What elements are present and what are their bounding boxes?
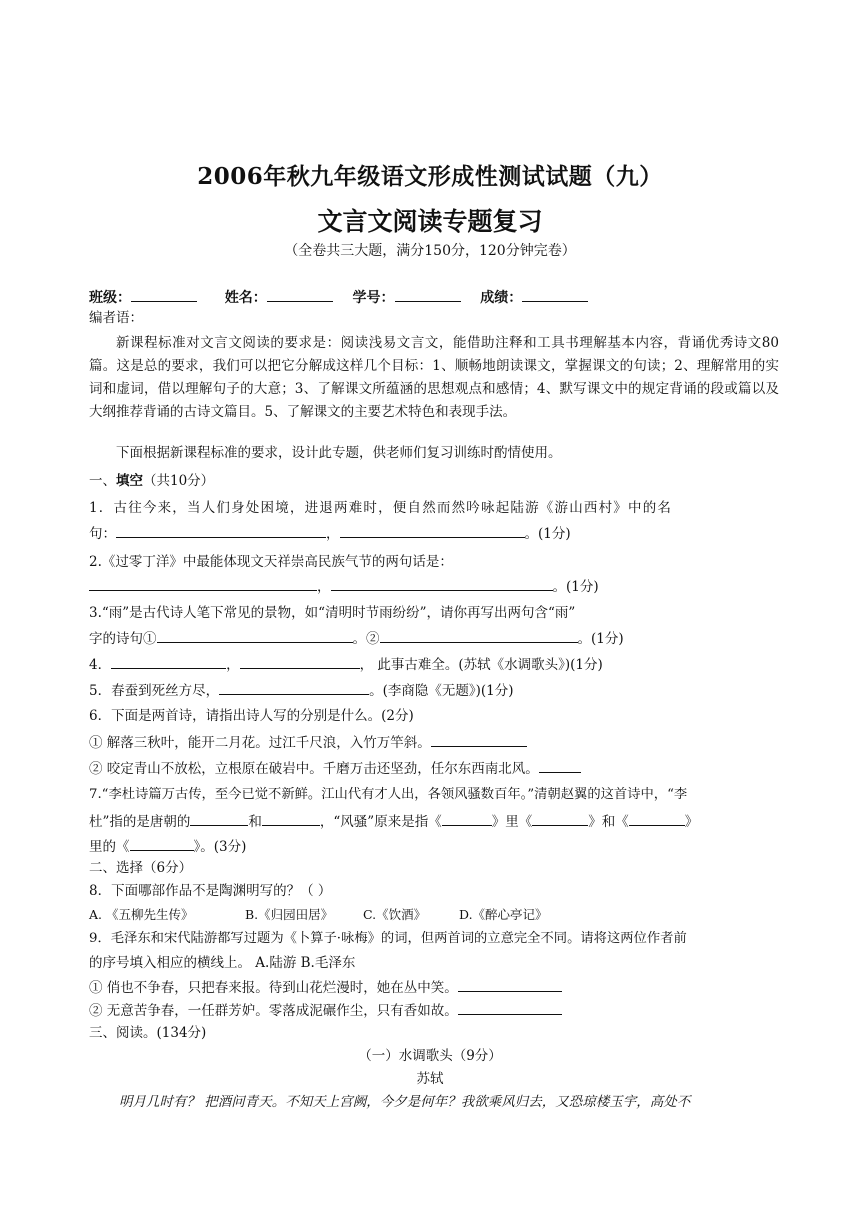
name-label: 姓名： xyxy=(224,290,267,306)
reading-title: （一）水调歌头（9分） xyxy=(358,1048,502,1064)
q7-line-3: 里的《 》。(3分) xyxy=(89,836,779,857)
q9-blank-2[interactable] xyxy=(458,1000,562,1015)
q7-blank-4[interactable] xyxy=(532,811,588,826)
student-info-row xyxy=(89,287,779,308)
q4-line: 4． ， ， 此事古难全。(苏轼《水调歌头》)(1分) xyxy=(89,654,779,675)
q1-blank-1[interactable] xyxy=(116,523,326,538)
section-2-heading: 二、选择（6分） xyxy=(89,860,193,876)
class-blank[interactable] xyxy=(131,287,197,302)
q6-prompt: 6．下面是两首诗，请指出诗人写的分别是什么。(2分) xyxy=(89,708,414,724)
section-1-heading: 一、填空（共10分） xyxy=(89,473,215,489)
class-label: 班级： xyxy=(89,290,131,306)
section-3-heading: 三、阅读。(134分) xyxy=(89,1025,207,1041)
q6-blank-2[interactable] xyxy=(539,758,581,773)
q7-blank-2[interactable] xyxy=(262,811,320,826)
q3-line-2: 字的诗句① 。② 。(1分) xyxy=(89,628,779,649)
q6-poem-2: ② 咬定青山不放松，立根原在破岩中。千磨万击还坚劲，任尔东西南北风。 xyxy=(89,758,779,779)
q1-blank-2[interactable] xyxy=(340,523,525,538)
q9-line-1: 9．毛泽东和宋代陆游都写过题为《卜算子·咏梅》的词，但两首词的立意完全不同。请将这两位作者前 xyxy=(89,931,687,946)
q8-option-b[interactable]: B.《归园田居》 xyxy=(245,907,334,922)
score-blank[interactable] xyxy=(522,287,588,302)
intro-paragraph-1: 新课程标准对文言文阅读的要求是：阅读浅易文言文，能借助注释和工具书理解基本内容，背诵优秀诗文80篇。这是总的要求，我们可以把它分解成这样几个目标：1、顺畅地朗读课文，掌握课文的句读；2、理解常用的实词和虚词，借以理解句子的大意；3、了解课文所蕴涵的思想观点和感情；4、默写课文中的规定背诵的段或篇以及大纲推荐背诵的古诗文篇目。5、了解课文的主要艺术特色和表现手法。 xyxy=(89,335,779,420)
q3-blank-2[interactable] xyxy=(380,628,578,643)
q2-line-1: 2.《过零丁洋》中最能体现文天祥崇高民族气节的两句话是： xyxy=(89,554,453,570)
q3-blank-1[interactable] xyxy=(157,628,353,643)
q1-line-1: 1．古往今来，当人们身处困境，进退两难时，便自然而然吟咏起陆游《游山西村》中的名 xyxy=(89,500,673,516)
q9-poem-2: ② 无意苦争春，一任群芳妒。零落成泥碾作尘，只有香如故。 xyxy=(89,1000,779,1021)
q2-line-2: ， 。(1分) xyxy=(89,576,779,597)
q2-blank-1[interactable] xyxy=(89,576,317,591)
editor-label: 编者语： xyxy=(89,310,143,326)
exam-title: 2006年秋九年级语文形成性测试试题（九） xyxy=(197,163,663,190)
reading-text: 明月几时有？ 把酒问青天。不知天上宫阙，今夕是何年？我欲乘风归去，又恐琼楼玉宇，高处不 xyxy=(119,1094,691,1110)
q6-blank-1[interactable] xyxy=(431,732,527,747)
intro-paragraph-2: 下面根据新课程标准的要求，设计此专题，供老师们复习训练时酌情使用。 xyxy=(116,445,562,461)
q9-blank-1[interactable] xyxy=(458,977,562,992)
q9-poem-1: ① 俏也不争春，只把春来报。待到山花烂漫时，她在丛中笑。 xyxy=(89,977,779,998)
q7-blank-1[interactable] xyxy=(190,811,248,826)
q7-blank-3[interactable] xyxy=(442,811,492,826)
q8-options xyxy=(89,905,779,925)
name-blank[interactable] xyxy=(267,287,333,302)
q7-line-2: 杜”指的是唐朝的 和 ，“风骚”原来是指《 》里《 》和《 》 xyxy=(89,811,779,832)
exam-note: （全卷共三大题，满分150分，120分钟完卷） xyxy=(284,243,576,259)
q4-blank-1[interactable] xyxy=(111,654,226,669)
q8-option-d[interactable]: D.《醉心亭记》 xyxy=(459,907,548,922)
q7-blank-5[interactable] xyxy=(629,811,685,826)
q8-option-c[interactable]: C.《饮酒》 xyxy=(363,907,427,922)
q7-blank-6[interactable] xyxy=(130,836,194,851)
q5-blank[interactable] xyxy=(219,680,369,695)
q3-line-1: 3.“雨”是古代诗人笔下常见的景物，如“清明时节雨纷纷”，请你再写出两句含“雨” xyxy=(89,605,576,621)
number-label: 学号： xyxy=(352,290,395,306)
number-blank[interactable] xyxy=(395,287,461,302)
q9-line-2: 的序号填入相应的横线上。 A.陆游 B.毛泽东 xyxy=(89,955,356,971)
q5-line: 5．春蚕到死丝方尽， 。(李商隐《无题》)(1分) xyxy=(89,680,779,701)
q1-line-2: 句： ， 。(1分) xyxy=(89,523,779,544)
q7-line-1: 7.“李杜诗篇万古传，至今已觉不新鲜。江山代有才人出，各领风骚数百年。”清朝赵翼的这首诗中，“李 xyxy=(89,787,688,802)
q6-poem-1: ① 解落三秋叶，能开二月花。过江千尺浪，入竹万竿斜。 xyxy=(89,732,779,753)
q4-blank-2[interactable] xyxy=(240,654,360,669)
q8-prompt: 8．下面哪部作品不是陶渊明写的？（ ） xyxy=(89,883,332,899)
q2-blank-2[interactable] xyxy=(331,576,553,591)
topic-title: 文言文阅读专题复习 xyxy=(317,207,543,236)
q8-option-a[interactable]: A. 《五柳先生传》 xyxy=(89,907,194,922)
reading-author: 苏轼 xyxy=(416,1071,444,1087)
score-label: 成绩： xyxy=(480,290,523,306)
